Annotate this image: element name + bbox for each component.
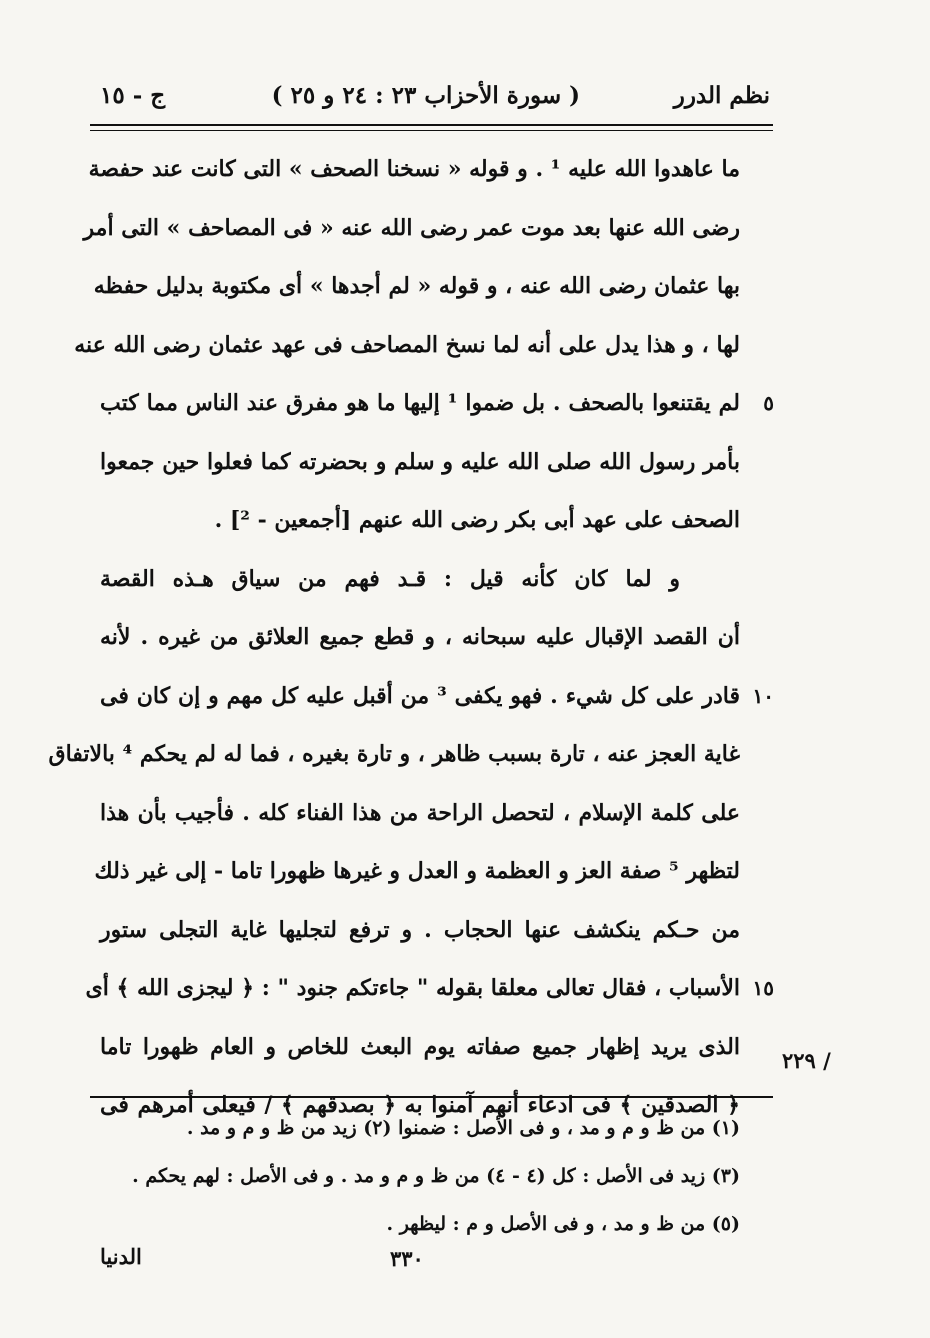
text-line: ما عاهدوا الله عليه ¹ . و قوله « نسخنا الصحف » التى كانت عند حفصة [88,156,740,182]
text-line: بأمر رسول الله صلى الله عليه و سلم و بحضرته كما فعلوا حين جمعوا [100,448,740,475]
catchword: الدنيا [100,1244,142,1269]
footnote: (٥) من ظ و مد ، و فى الأصل و م : ليظهر . [386,1213,740,1235]
page-header [90,78,770,118]
header-rule-thick [90,124,773,126]
text-line: من حـكم ينكشف عنها الحجاب . و ترفع لتجليها غاية التجلى ستور [100,916,740,943]
part-number: ج - ١٥ [100,82,166,109]
text-line: غاية العجز عنه ، تارة بسبب ظاهر ، و تارة بغيره ، فما له لم يحكم ⁴ بالاتفاق [48,741,740,767]
page-footer [90,1240,773,1280]
text-line: لها ، و هذا يدل على أنه لما نسخ المصاحف فى عهد عثمان رضى الله عنه [74,331,740,358]
text-line: ﴿ الصدقين ﴾ فى ادعاء أنهم آمنوا به ﴿ بصدقهم ﴾ / فيعلى أمرهم فى [100,1092,740,1118]
line-number: ٥ [763,391,774,415]
text-line: أن القصد الإقبال عليه سبحانه ، و قطع جميع العلائق من غيره . لأنه [100,624,740,650]
footnotes [100,1104,740,1248]
main-text [48,140,774,1135]
text-line: الصحف على عهد أبى بكر رضى الله عنهم [أجمعين - ²] . [214,507,740,533]
line-number: ١٥ [752,976,774,1000]
page-number: ٣٣٠ [390,1246,424,1271]
surah-reference: ( سورة الأحزاب ٢٣ : ٢٤ و ٢٥ ) [271,82,580,109]
text-line: ١٠ قادر على كل شيء . فهو يكفى ³ من أقبل عليه كل مهم و إن كان فى [100,667,740,726]
text-line: بها عثمان رضى الله عنه ، و قوله « لم أجدها » أى مكتوبة بدليل حفظه [93,273,740,299]
header-rule-thin [90,130,773,131]
text-line: لتظهر ⁵ صفة العز و العظمة و العدل و غيرها ظهورا تاما - إلى غير ذلك [94,858,740,884]
footnote: (١) من ظ و م و مد ، و فى الأصل : ضمنوا (٢) زيد من ظ و م و مد . [186,1117,740,1139]
text-line: رضى الله عنها بعد موت عمر رضى الله عنه « فى المصاحف » التى أمر [83,214,740,241]
text-line: الذى يريد إظهار جميع صفاته يوم البعث للخاص و العام ظهورا تاما [100,1033,740,1060]
text-line: و لما كان كأنه قيل : قـد فهم من سياق هـذه القصة [100,565,680,592]
text-line: على كلمة الإسلام ، لتحصل الراحة من هذا الفناء كله . فأجيب بأن هذا [100,799,740,826]
manuscript-folio-marker: / ٢٢٩ [782,1048,831,1073]
footnote: (٣) زيد فى الأصل : كل (٤ - ٤) من ظ و م و مد . و فى الأصل : لهم يحكم . [132,1165,740,1187]
line-number: ١٠ [752,683,774,708]
text-line: ١٥ الأسباب ، فقال تعالى معلقا بقوله " جاءتكم جنود " : ﴿ ليجزى الله ﴾ أى [100,959,740,1018]
book-title: نظم الدرر [673,82,770,109]
footnote-rule [90,1096,773,1098]
text-line: ٥ لم يقتنعوا بالصحف . بل ضموا ¹ إليها ما هو مفرق عند الناس مما كتب [100,374,740,433]
